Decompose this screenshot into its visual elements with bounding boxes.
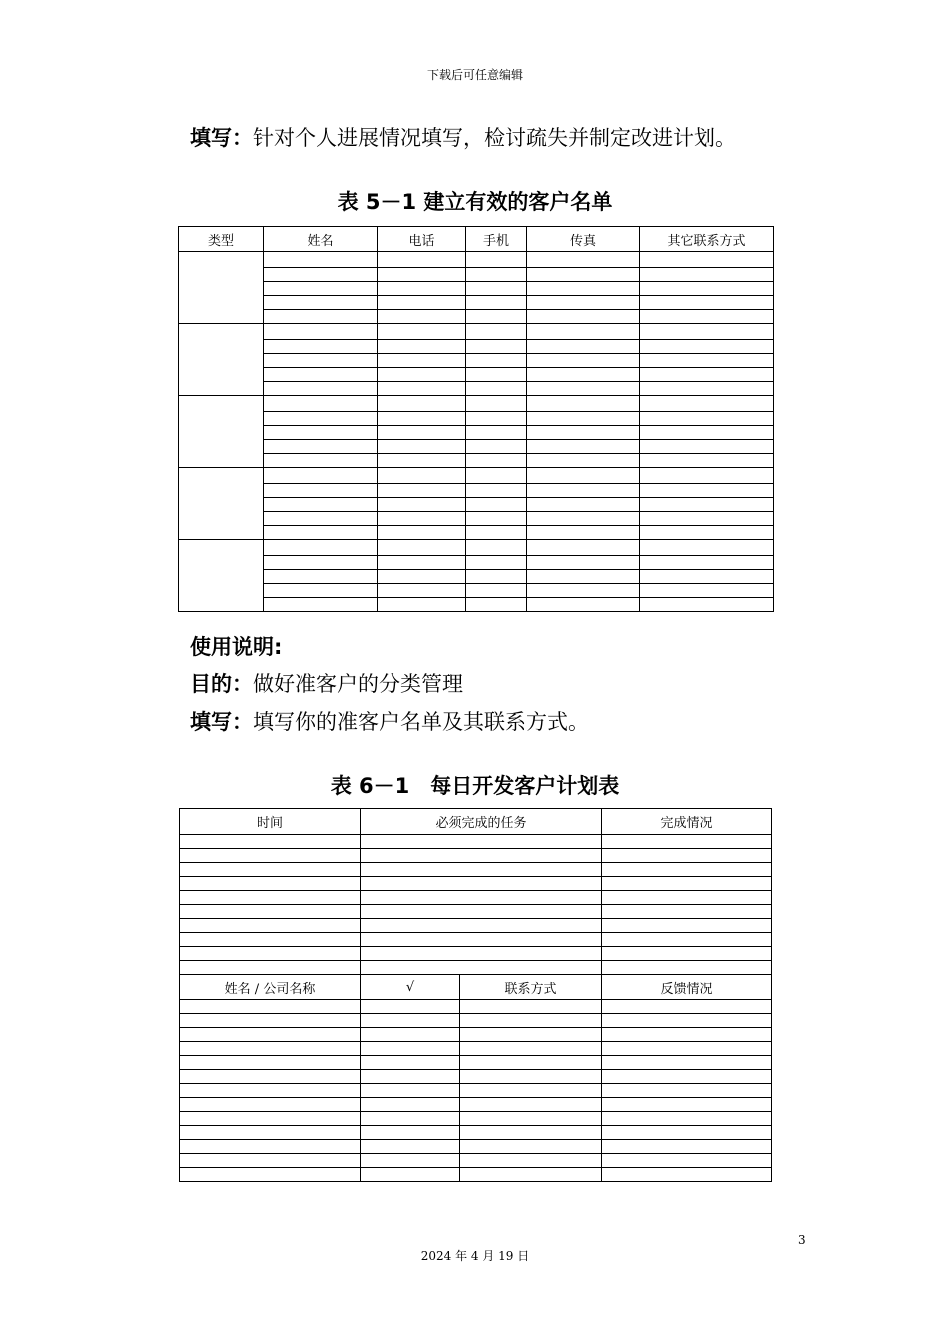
- table-cell: [466, 556, 527, 570]
- table-cell: [180, 1028, 361, 1042]
- table-cell: [378, 570, 466, 584]
- table-cell: [264, 282, 378, 296]
- table-cell: [264, 440, 378, 454]
- table-cell: [264, 252, 378, 268]
- purpose-label: 目的：: [190, 672, 253, 696]
- table-cell: [640, 498, 774, 512]
- table-row: [180, 835, 772, 849]
- table-cell: [640, 396, 774, 412]
- table-cell: [361, 1042, 460, 1056]
- customer-list-table: [178, 226, 774, 612]
- table-cell: [180, 1126, 361, 1140]
- table-cell: [460, 1140, 602, 1154]
- table-cell: [527, 324, 640, 340]
- footer-date: 2024 年 4 月 19 日: [420, 1249, 530, 1263]
- table-cell: [460, 1126, 602, 1140]
- table-cell: [378, 468, 466, 484]
- table-row: [180, 1112, 772, 1126]
- table-cell: [361, 877, 602, 891]
- table-cell: [527, 570, 640, 584]
- table-cell: [361, 1056, 460, 1070]
- table-cell: [640, 484, 774, 498]
- table-cell: [466, 498, 527, 512]
- table-cell: [602, 961, 772, 975]
- table-cell: [602, 1056, 772, 1070]
- table-cell: [180, 1042, 361, 1056]
- table-cell: [602, 905, 772, 919]
- table-cell: [378, 584, 466, 598]
- table-cell: [527, 340, 640, 354]
- table-row: [180, 1070, 772, 1084]
- table-row: [180, 863, 772, 877]
- table-cell: [361, 1154, 460, 1168]
- table-cell: [527, 396, 640, 412]
- table-cell: [361, 891, 602, 905]
- purpose-text: 做好准客户的分类管理: [253, 672, 463, 696]
- table-row: [179, 440, 774, 454]
- table-cell: [640, 324, 774, 340]
- col-feedback: 反馈情况: [602, 975, 772, 1000]
- table-cell: [180, 849, 361, 863]
- table-cell: [466, 324, 527, 340]
- table-cell: [264, 396, 378, 412]
- table-row: [180, 919, 772, 933]
- table-cell: [527, 484, 640, 498]
- table-row: [179, 454, 774, 468]
- table-row: [180, 1098, 772, 1112]
- table-cell: [378, 440, 466, 454]
- table-cell: [602, 1042, 772, 1056]
- table-cell: [180, 877, 361, 891]
- table-cell: [640, 340, 774, 354]
- table-row: [179, 252, 774, 268]
- fill-text: 填写你的准客户名单及其联系方式。: [253, 710, 589, 734]
- table-cell: [527, 296, 640, 310]
- table-cell: [378, 282, 466, 296]
- table-cell: [527, 512, 640, 526]
- table-cell: [361, 933, 602, 947]
- type-cell: [179, 396, 264, 468]
- intro-label: 填写：: [190, 126, 253, 150]
- table-cell: [527, 556, 640, 570]
- table-row: [179, 268, 774, 282]
- table-cell: [602, 1098, 772, 1112]
- table-cell: [527, 468, 640, 484]
- table-cell: [460, 1028, 602, 1042]
- table-cell: [264, 584, 378, 598]
- table-cell: [180, 1168, 361, 1182]
- table-cell: [640, 440, 774, 454]
- table-cell: [361, 1000, 460, 1014]
- table-cell: [180, 1140, 361, 1154]
- table-cell: [602, 1028, 772, 1042]
- table-cell: [466, 540, 527, 556]
- table-row: [180, 1084, 772, 1098]
- table-cell: [180, 1084, 361, 1098]
- table-cell: [640, 556, 774, 570]
- table-cell: [466, 368, 527, 382]
- table-cell: [378, 484, 466, 498]
- table-cell: [466, 412, 527, 426]
- table-row: [179, 324, 774, 340]
- col-name-company: 姓名 / 公司名称: [180, 975, 361, 1000]
- table-cell: [378, 310, 466, 324]
- table-row: [180, 933, 772, 947]
- table-cell: [180, 891, 361, 905]
- table-cell: [180, 947, 361, 961]
- table-row: [180, 1014, 772, 1028]
- table-cell: [527, 310, 640, 324]
- table-cell: [602, 1000, 772, 1014]
- table-cell: [602, 849, 772, 863]
- table-cell: [466, 340, 527, 354]
- table-cell: [180, 919, 361, 933]
- table-cell: [527, 412, 640, 426]
- table-cell: [378, 368, 466, 382]
- table-row: [179, 484, 774, 498]
- table-cell: [602, 877, 772, 891]
- table-cell: [264, 296, 378, 310]
- table-cell: [378, 512, 466, 526]
- table-cell: [527, 540, 640, 556]
- table-cell: [361, 905, 602, 919]
- table-cell: [180, 835, 361, 849]
- table-cell: [378, 556, 466, 570]
- table-cell: [361, 919, 602, 933]
- table-cell: [527, 368, 640, 382]
- table-cell: [466, 526, 527, 540]
- table-row: [179, 570, 774, 584]
- table-cell: [361, 1112, 460, 1126]
- table-cell: [264, 468, 378, 484]
- table-row: [180, 1140, 772, 1154]
- table-cell: [602, 863, 772, 877]
- table-cell: [460, 1168, 602, 1182]
- table-row: [179, 498, 774, 512]
- table-cell: [378, 296, 466, 310]
- table-row: [179, 540, 774, 556]
- type-cell: [179, 540, 264, 612]
- table-cell: [602, 1112, 772, 1126]
- table-cell: [180, 1056, 361, 1070]
- table-cell: [460, 1098, 602, 1112]
- table-cell: [527, 598, 640, 612]
- table-cell: [602, 1070, 772, 1084]
- col-phone: 电话: [378, 227, 466, 252]
- table-cell: [361, 1126, 460, 1140]
- table-cell: [602, 1154, 772, 1168]
- table-cell: [640, 598, 774, 612]
- table-cell: [361, 1028, 460, 1042]
- table-cell: [602, 1140, 772, 1154]
- table-cell: [527, 426, 640, 440]
- table-cell: [361, 1140, 460, 1154]
- table-cell: [264, 324, 378, 340]
- table-cell: [466, 354, 527, 368]
- table-cell: [378, 598, 466, 612]
- table-cell: [460, 1014, 602, 1028]
- col-required-task: 必须完成的任务: [361, 809, 602, 835]
- table-cell: [527, 252, 640, 268]
- table-row: [180, 1056, 772, 1070]
- table-cell: [460, 1112, 602, 1126]
- table-cell: [361, 1098, 460, 1112]
- table-cell: [466, 584, 527, 598]
- daily-plan-table: [179, 808, 772, 1182]
- type-cell: [179, 324, 264, 396]
- table-cell: [527, 282, 640, 296]
- table-row: [179, 354, 774, 368]
- table-cell: [640, 368, 774, 382]
- table-cell: [466, 570, 527, 584]
- table-cell: [466, 468, 527, 484]
- table-cell: [180, 1000, 361, 1014]
- table-row: [179, 412, 774, 426]
- table-cell: [180, 1112, 361, 1126]
- table-cell: [264, 512, 378, 526]
- table-cell: [602, 1014, 772, 1028]
- table-cell: [602, 919, 772, 933]
- table-cell: [466, 484, 527, 498]
- table-row: [179, 468, 774, 484]
- usage-fill: [190, 706, 589, 736]
- table-cell: [180, 933, 361, 947]
- usage-purpose: [190, 668, 463, 698]
- table-cell: [527, 354, 640, 368]
- table-row: [180, 1028, 772, 1042]
- table-cell: [466, 382, 527, 396]
- table-cell: [640, 282, 774, 296]
- table-cell: [466, 282, 527, 296]
- table-cell: [378, 324, 466, 340]
- table-row: [179, 396, 774, 412]
- table-cell: [264, 556, 378, 570]
- table-cell: [378, 540, 466, 556]
- col-time: 时间: [180, 809, 361, 835]
- table-cell: [460, 1084, 602, 1098]
- table-cell: [378, 396, 466, 412]
- table-cell: [378, 340, 466, 354]
- table-cell: [602, 1084, 772, 1098]
- table-row: [180, 1000, 772, 1014]
- table-cell: [264, 498, 378, 512]
- table-cell: [527, 382, 640, 396]
- table-cell: [466, 426, 527, 440]
- col-check: √: [361, 975, 460, 1000]
- table-cell: [361, 835, 602, 849]
- table-row: [179, 382, 774, 396]
- table-cell: [460, 1056, 602, 1070]
- col-completion: 完成情况: [602, 809, 772, 835]
- table-cell: [378, 426, 466, 440]
- table-cell: [378, 526, 466, 540]
- usage-title: 使用说明:: [190, 635, 283, 659]
- table-cell: [460, 1000, 602, 1014]
- table-cell: [378, 412, 466, 426]
- table-cell: [264, 412, 378, 426]
- table-row: [180, 1126, 772, 1140]
- table-row: [180, 961, 772, 975]
- table-row: [180, 891, 772, 905]
- table-cell: [527, 440, 640, 454]
- table-row: [180, 849, 772, 863]
- type-cell: [179, 468, 264, 540]
- col-fax: 传真: [527, 227, 640, 252]
- col-mobile: 手机: [466, 227, 527, 252]
- table-cell: [264, 382, 378, 396]
- table-cell: [264, 354, 378, 368]
- table-row: [180, 877, 772, 891]
- table-row: [180, 947, 772, 961]
- table2-caption: 表 6－1 每日开发客户计划表: [330, 774, 620, 798]
- table-cell: [466, 454, 527, 468]
- table-cell: [640, 412, 774, 426]
- table-cell: [264, 310, 378, 324]
- table-cell: [361, 849, 602, 863]
- table-cell: [640, 468, 774, 484]
- table-row: [180, 1154, 772, 1168]
- table1-header-row: [179, 227, 774, 252]
- table-cell: [466, 396, 527, 412]
- table-row: [179, 512, 774, 526]
- table-cell: [361, 1014, 460, 1028]
- table-row: [179, 526, 774, 540]
- table-row: [179, 310, 774, 324]
- table-cell: [180, 905, 361, 919]
- table-row: [179, 598, 774, 612]
- table-row: [180, 1042, 772, 1056]
- table-row: [179, 282, 774, 296]
- table-cell: [602, 933, 772, 947]
- table-cell: [264, 526, 378, 540]
- table-cell: [640, 382, 774, 396]
- table-cell: [264, 454, 378, 468]
- table-cell: [527, 526, 640, 540]
- page-number: 3: [798, 1233, 806, 1247]
- table-row: [180, 905, 772, 919]
- table-cell: [640, 526, 774, 540]
- table-cell: [527, 498, 640, 512]
- table-row: [179, 340, 774, 354]
- table-cell: [378, 268, 466, 282]
- table-cell: [180, 1098, 361, 1112]
- table-cell: [640, 426, 774, 440]
- table-cell: [640, 268, 774, 282]
- table-row: [179, 584, 774, 598]
- table-cell: [180, 961, 361, 975]
- table-cell: [361, 1084, 460, 1098]
- table1-caption: 表 5－1 建立有效的客户名单: [337, 190, 613, 214]
- table-cell: [264, 268, 378, 282]
- table-cell: [264, 540, 378, 556]
- fill-label: 填写：: [190, 710, 253, 734]
- table-cell: [361, 1168, 460, 1182]
- table-cell: [180, 1014, 361, 1028]
- table-row: [179, 426, 774, 440]
- table-cell: [264, 340, 378, 354]
- table-cell: [361, 1070, 460, 1084]
- table-cell: [466, 512, 527, 526]
- table-cell: [602, 891, 772, 905]
- col-name: 姓名: [264, 227, 378, 252]
- table-cell: [378, 454, 466, 468]
- table-row: [179, 296, 774, 310]
- table-cell: [264, 570, 378, 584]
- table-cell: [466, 268, 527, 282]
- col-contact: 联系方式: [460, 975, 602, 1000]
- table-cell: [378, 354, 466, 368]
- table-cell: [640, 540, 774, 556]
- table-cell: [640, 354, 774, 368]
- table-cell: [361, 961, 602, 975]
- table-cell: [640, 584, 774, 598]
- type-cell: [179, 252, 264, 324]
- table-cell: [378, 252, 466, 268]
- table-cell: [264, 368, 378, 382]
- table-cell: [640, 252, 774, 268]
- table-cell: [466, 440, 527, 454]
- table-cell: [361, 863, 602, 877]
- table-cell: [466, 310, 527, 324]
- table-cell: [640, 296, 774, 310]
- table-row: [179, 368, 774, 382]
- table-cell: [527, 584, 640, 598]
- table-cell: [264, 598, 378, 612]
- col-type: 类型: [179, 227, 264, 252]
- page-header: 下载后可任意编辑: [426, 68, 523, 82]
- table-row: [180, 1168, 772, 1182]
- table-cell: [602, 947, 772, 961]
- table-cell: [640, 570, 774, 584]
- table-cell: [180, 1154, 361, 1168]
- table-cell: [640, 310, 774, 324]
- table-cell: [264, 426, 378, 440]
- table-cell: [378, 498, 466, 512]
- table-cell: [640, 512, 774, 526]
- table-cell: [466, 252, 527, 268]
- table-cell: [460, 1070, 602, 1084]
- col-other-contact: 其它联系方式: [640, 227, 774, 252]
- table-cell: [378, 382, 466, 396]
- table-row: [179, 556, 774, 570]
- table-cell: [640, 454, 774, 468]
- table-cell: [527, 268, 640, 282]
- table-cell: [602, 1126, 772, 1140]
- table-cell: [264, 484, 378, 498]
- table-cell: [602, 1168, 772, 1182]
- intro-text: 针对个人进展情况填写，检讨疏失并制定改进计划。: [253, 126, 736, 150]
- table-cell: [602, 835, 772, 849]
- table-cell: [460, 1042, 602, 1056]
- table-cell: [180, 863, 361, 877]
- table-cell: [466, 296, 527, 310]
- intro-line: [190, 122, 736, 152]
- table-cell: [460, 1154, 602, 1168]
- table-cell: [361, 947, 602, 961]
- table-cell: [527, 454, 640, 468]
- table2-bottom-header-row: [180, 975, 772, 1000]
- table-cell: [180, 1070, 361, 1084]
- table-cell: [466, 598, 527, 612]
- table2-top-header-row: [180, 809, 772, 835]
